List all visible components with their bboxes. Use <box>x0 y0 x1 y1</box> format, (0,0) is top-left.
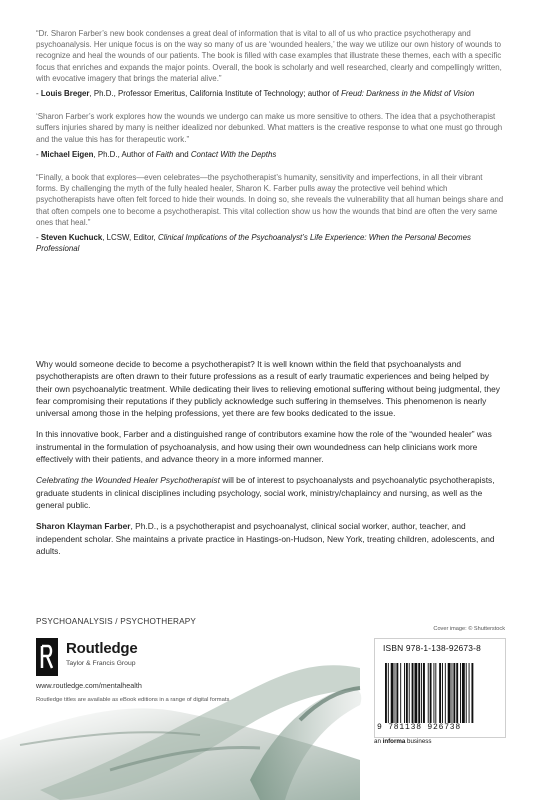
cover-credit: Cover image: © Shutterstock <box>433 626 505 632</box>
informa-suffix: business <box>405 738 432 745</box>
author-bio-text: , Ph.D., is a psychotherapist and psychoanalyst, clinical social worker, author, teacher, and independent scholar. She maintains a private practice in Hastings-on-Hudson, New York, treating children, adolescents, and adults. <box>36 521 495 556</box>
ebook-note: Routledge titles are available as eBook editions in a range of digital formats <box>36 697 230 703</box>
barcode-icon <box>383 663 497 723</box>
description-paragraph <box>36 474 506 511</box>
praise-name: Louis Breger <box>40 89 90 99</box>
praise-work: Faith <box>155 149 174 159</box>
isbn-label: ISBN 978-1-138-92673-8 <box>383 643 481 653</box>
publisher-group: Taylor & Francis Group <box>66 660 136 667</box>
praise-name: Michael Eigen <box>40 149 94 159</box>
isbn-barcode-box <box>374 638 506 738</box>
praise-quote: “Dr. Sharon Farber’s new book condenses a great deal of information that is vital to all of us who practice psychotherapy and psychoanalysis. Her unique focus is on the way so many of us are ‘wounded healers,’ the way we utilize our own history of wounds to recognize and heal the wounds of our patients. The book is filled with case examples that illustrate these themes, each with a specific focus that enriches and expands the major points. Overall, the book is scholarly and well researched, clearly and compellingly written, with evocative imagery that brings the material alive.” <box>36 29 502 83</box>
praise-work: Clinical Implications of the Psychoanalyst’s Life Experience: When the Personal Becomes Professional <box>36 233 471 254</box>
publisher-name: Routledge <box>66 640 138 657</box>
praise-detail: , Ph.D., Author of <box>93 149 156 159</box>
description-paragraph: Why would someone decide to become a psychotherapist? It is well known within the field that psychoanalysts and psychotherapists are often drawn to their future professions as a result of early traumatic experiences and being helped by their own psychoanalytic treatment. While dedicating their lives to relieving emotional suffering without being judgmental, they fear compromising their reputations if they publicly acknowledge such suffering in themselves. This phenomenon is nearly universal among those in the helping professions, yet there are few books dedicated to the issue. <box>36 359 500 419</box>
praise-quote: “Finally, a book that explores—even celebrates—the psychotherapist’s humanity, sensitivity and imperfections, in all their vibrant forms. By challenging the myth of the fully healed healer, Sharon K. Farber pulls away the protective veil behind which psychotherapists have often felt forced to hide their wounds. In doing so, she reveals the vulnerability that all human beings share and that often compels one to become a psychotherapist. This vital collection show us how the wounds that bind are often the very same ones that heal.” <box>36 173 504 227</box>
praise-work: Freud: Darkness in the Midst of Vision <box>341 89 475 99</box>
description-text: will be of interest to psychoanalysts and psychoanalytic psychotherapists, graduate students in clinical disciplines including psychology, social work, ministry/chaplaincy and nursing, as well as the general public. <box>36 475 495 510</box>
author-bio <box>36 520 506 557</box>
praise-work: Contact With the Depths <box>190 149 277 159</box>
praise-detail: and <box>173 149 191 159</box>
informa-brand: informa <box>382 738 406 745</box>
book-description <box>36 358 506 566</box>
praise-attribution: - Michael Eigen, Ph.D., Author of Faith and Contact With the Depths <box>36 149 277 159</box>
barcode-digits: 9 781138 926738 <box>377 723 462 732</box>
praise-name: Steven Kuchuck <box>40 233 103 243</box>
publisher-website: www.routledge.com/mentalhealth <box>36 681 142 690</box>
routledge-r-icon <box>36 638 58 676</box>
author-name: Sharon Klayman Farber <box>36 521 131 532</box>
praise-detail: , Ph.D., Professor Emeritus, California Institute of Technology; author of <box>89 89 342 99</box>
informa-tagline <box>374 738 431 745</box>
praise-section <box>36 28 506 266</box>
praise-attribution: - Louis Breger, Ph.D., Professor Emeritus, California Institute of Technology; author of Freud: Darkness in the Midst of Vision <box>36 89 475 99</box>
subject-category: PSYCHOANALYSIS / PSYCHOTHERAPY <box>36 617 197 626</box>
praise-detail: , LCSW, Editor, <box>102 233 158 243</box>
book-title: Celebrating the Wounded Healer Psychotherapist <box>36 475 220 486</box>
description-paragraph: In this innovative book, Farber and a distinguished range of contributors examine how the role of the “wounded healer” was instrumental in the formulation of psychoanalysis, and how using their own woundedness can help clinicians work more effectively with their patients, and advance theory in a more informed manner. <box>36 429 492 465</box>
praise-attribution: - Steven Kuchuck, LCSW, Editor, Clinical Implications of the Psychoanalyst’s Life Experience: When the Personal Becomes Professional <box>36 233 471 254</box>
publisher-logo <box>36 638 206 678</box>
informa-prefix: an <box>374 738 383 745</box>
praise-quote: ‘Sharon Farber’s work explores how the wounds we undergo can make us more sensitive to others. The idea that a psychotherapist suffers injuries shared by many is neither idealized nor debunked. What matters is the creative response to what one must go through and the value this has for therapeutic work.” <box>36 112 503 144</box>
